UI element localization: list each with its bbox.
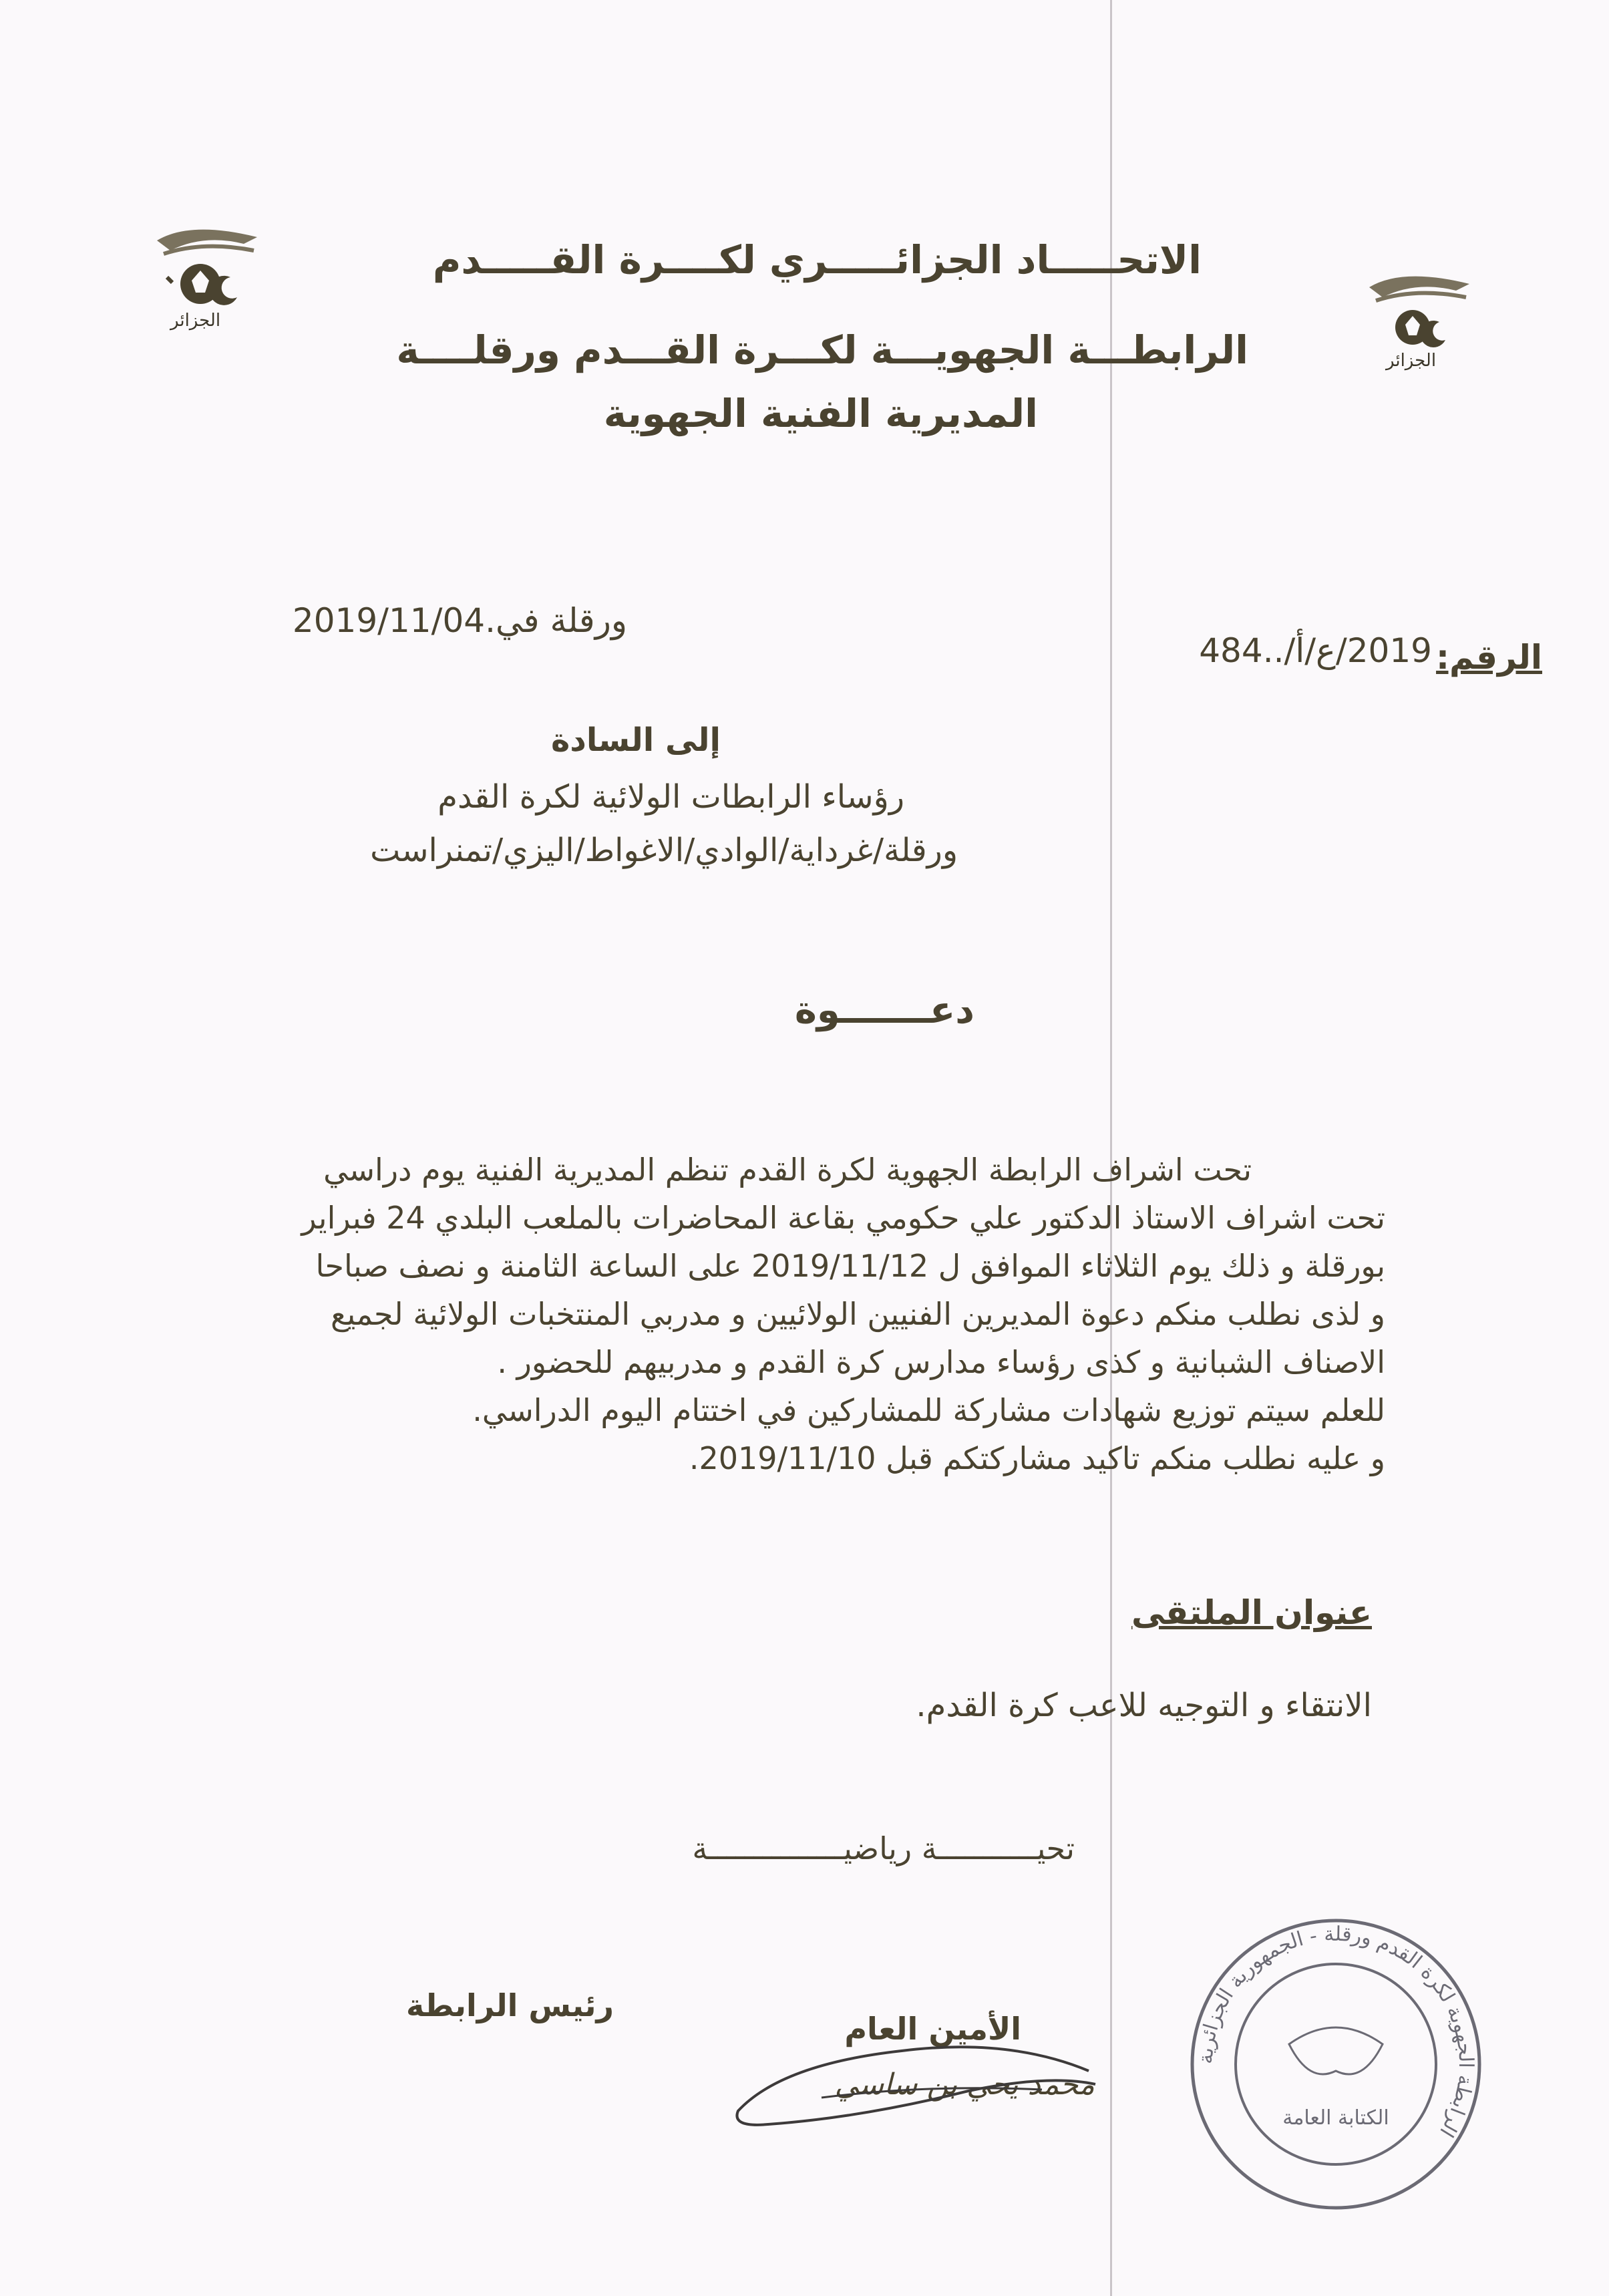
recipient-line-1: رؤساء الرابطات الولائية لكرة القدم <box>437 778 904 816</box>
topic-text: الانتقاء و التوجيه للاعب كرة القدم. <box>916 1687 1372 1724</box>
stamp-ring-text: الرابطة الجهوية لكرة القدم ورقلة - الجمهورية الجزائرية <box>1194 1922 1478 2142</box>
recipient-title: إلى السادة <box>550 721 721 759</box>
secretary-title: الأمين العام <box>844 2011 1021 2047</box>
secretary-name: محمد يحي بن ساسي <box>834 2068 1095 2102</box>
body-line: و عليه نطلب منكم تاكيد مشاركتكم قبل 2019/11/10. <box>689 1440 1385 1476</box>
reference-label: الرقم: <box>1436 638 1542 677</box>
subject-title: دعـــــــوة <box>794 989 974 1032</box>
place-date: ورقلة في.2019/11/04 <box>292 601 627 640</box>
body-line: الاصناف الشبانية و كذى رؤساء مدارس كرة القدم و مدربيهم للحضور . <box>497 1344 1385 1380</box>
recipient-line-2: ورقلة/غرداية/الوادي/الاغواط/اليزي/تمنراست <box>370 832 958 869</box>
logo-caption-right: الجزائر <box>1386 351 1437 371</box>
official-stamp-icon <box>1182 1911 1489 2218</box>
reference-number: 2019/ع/أ/..484 <box>1199 631 1432 670</box>
president-title: رئيس الرابطة <box>406 1987 614 2023</box>
body-line: و لذى نطلب منكم دعوة المديرين الفنيين الولائيين و مدربي المنتخبات الولائية لجميع <box>331 1296 1385 1332</box>
topic-label: عنوان الملتقى <box>1131 1593 1372 1632</box>
directorate-title: المديرية الفنية الجهوية <box>603 391 1038 436</box>
body-line: بورقلة و ذلك يوم الثلاثاء الموافق ل 2019/11/12 على الساعة الثامنة و نصف صباحا <box>315 1248 1385 1284</box>
logo-caption-left: الجزائر <box>170 311 221 331</box>
body-line: تحت اشراف الرابطة الجهوية لكرة القدم تنظم المديرية الفنية يوم دراسي <box>323 1152 1252 1188</box>
stamp-center-text: الكتابة العامة <box>1282 2106 1389 2130</box>
federation-logo-left <box>144 214 271 341</box>
federation-logo-right <box>1356 261 1483 387</box>
invitation-body <box>236 1146 1385 1482</box>
league-title: الرابطـــة الجهويـــة لكـــرة القـــدم ورقلــــة <box>396 327 1248 373</box>
federation-title: الاتحـــــاد الجزائـــــري لكــــرة القـــــدم <box>432 237 1202 283</box>
closing-greeting: تحيـــــــــــة رياضيـــــــــــــــة <box>692 1830 1075 1866</box>
body-line: تحت اشراف الاستاذ الدكتور علي حكومي بقاعة المحاضرات بالملعب البلدي 24 فبراير <box>301 1200 1385 1236</box>
body-line: للعلم سيتم توزيع شهادات مشاركة للمشاركين في اختتام اليوم الدراسي. <box>472 1392 1385 1428</box>
handwritten-signature-icon <box>728 2011 1102 2138</box>
